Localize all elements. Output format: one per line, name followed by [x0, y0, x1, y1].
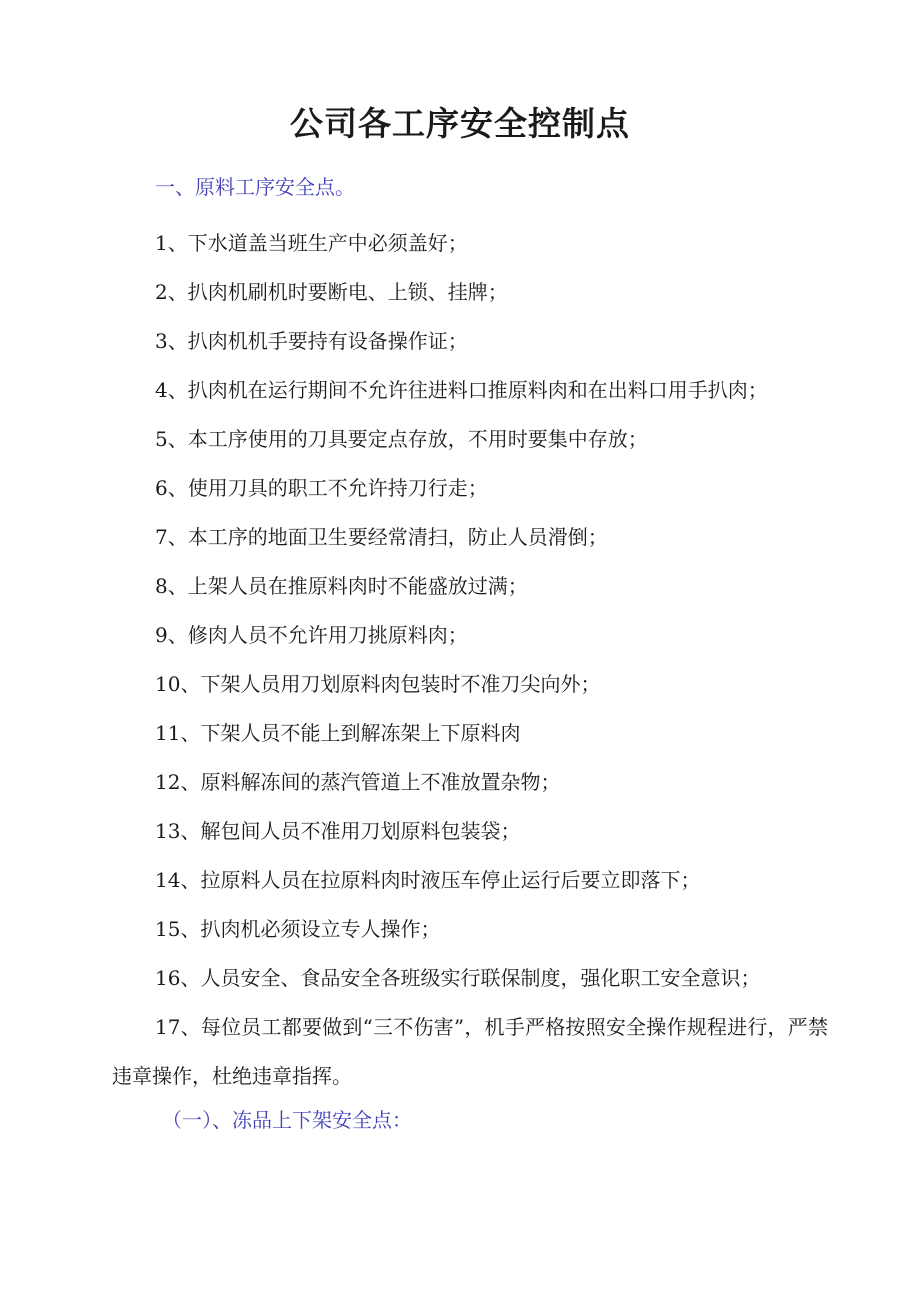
- list-item: 15、扒肉机必须设立专人操作；: [155, 917, 441, 941]
- section-heading: 一、原料工序安全点。: [155, 175, 355, 199]
- list-item: 14、拉原料人员在拉原料肉时液压车停止运行后要立即落下；: [155, 868, 701, 892]
- list-item: 4、扒肉机在运行期间不允许往进料口推原料肉和在出料口用手扒肉；: [155, 378, 768, 402]
- list-item: 9、修肉人员不允许用刀挑原料肉；: [155, 623, 468, 647]
- safety-items-list: [112, 219, 828, 1101]
- list-item: 2、扒肉机刷机时要断电、上锁、挂牌；: [155, 280, 508, 304]
- list-item: 6、使用刀具的职工不允许持刀行走；: [155, 476, 488, 500]
- list-item: 7、本工序的地面卫生要经常清扫，防止人员滑倒；: [155, 525, 608, 549]
- list-item: 5、本工序使用的刀具要定点存放，不用时要集中存放；: [155, 427, 648, 451]
- list-item: 13、解包间人员不准用刀划原料包装袋；: [155, 819, 521, 843]
- list-item: 3、扒肉机机手要持有设备操作证；: [155, 329, 468, 353]
- list-item: 10、下架人员用刀划原料肉包装时不准刀尖向外；: [155, 672, 601, 696]
- list-item: 16、人员安全、食品安全各班级实行联保制度，强化职工安全意识；: [155, 966, 761, 990]
- list-item: 12、原料解冻间的蒸汽管道上不准放置杂物；: [155, 770, 561, 794]
- list-item: 11、下架人员不能上到解冻架上下原料肉: [155, 721, 521, 745]
- list-item: 17、每位员工都要做到“三不伤害”，机手严格按照安全操作规程进行，严禁违章操作，杜绝违章指挥。: [112, 1015, 828, 1088]
- document-title: 公司各工序安全控制点: [290, 104, 630, 143]
- list-item: 1、下水道盖当班生产中必须盖好；: [155, 231, 468, 255]
- list-item: 8、上架人员在推原料肉时不能盛放过满；: [155, 574, 528, 598]
- subsection-heading: （一）、冻品上下架安全点：: [162, 1108, 412, 1132]
